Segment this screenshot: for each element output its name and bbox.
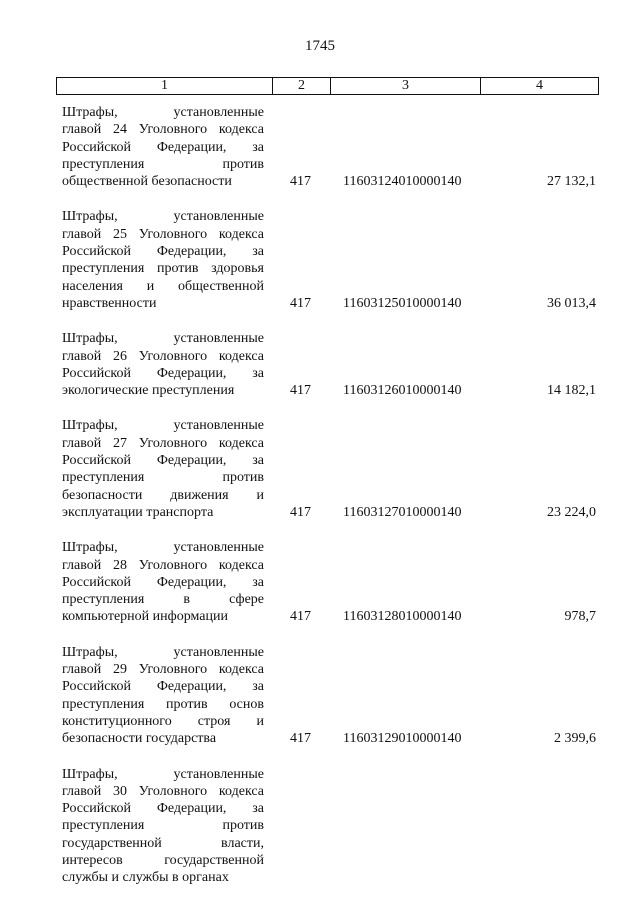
row-description — [62, 104, 264, 190]
admin-code-cell: 417 — [290, 731, 311, 747]
budget-code-cell: 11603125010000140 — [343, 295, 462, 311]
description-line: главой 24 Уголовного кодекса — [62, 122, 264, 138]
table-row — [0, 104, 640, 190]
amount-cell: 14 182,1 — [547, 383, 596, 399]
table-row — [0, 208, 640, 312]
description-line: населения и общественной — [62, 278, 264, 294]
description-line: Штрафы, установленные — [62, 766, 264, 782]
table-row — [0, 330, 640, 399]
description-line: преступления против — [62, 156, 264, 172]
column-header-4: 4 — [481, 78, 599, 95]
amount-cell: 2 399,6 — [554, 731, 596, 747]
description-line: Российской Федерации, за — [62, 244, 264, 260]
description-line: общественной безопасности — [62, 174, 232, 190]
description-line: Штрафы, установленные — [62, 540, 264, 556]
description-line: государственной власти, — [62, 835, 264, 851]
budget-code-cell: 11603126010000140 — [343, 383, 462, 399]
amount-cell: 978,7 — [564, 609, 596, 625]
admin-code-cell: 417 — [290, 609, 311, 625]
description-line: Штрафы, установленные — [62, 418, 264, 434]
description-line: нравственности — [62, 295, 157, 311]
table-row — [0, 539, 640, 625]
description-line: главой 29 Уголовного кодекса — [62, 662, 264, 678]
amount-cell: 23 224,0 — [547, 504, 596, 520]
description-line: эксплуатации транспорта — [62, 504, 214, 520]
column-header-table — [56, 77, 599, 95]
description-line: Российской Федерации, за — [62, 574, 264, 590]
row-description — [62, 539, 264, 625]
admin-code-cell: 417 — [290, 504, 311, 520]
description-line: Российской Федерации, за — [62, 139, 264, 155]
description-line: преступления против основ — [62, 696, 264, 712]
table-body — [0, 104, 640, 905]
table-row — [0, 644, 640, 748]
table-row — [0, 766, 640, 887]
row-description — [62, 417, 264, 521]
description-line: преступления против — [62, 470, 264, 486]
description-line: безопасности государства — [62, 731, 217, 747]
description-line: главой 25 Уголовного кодекса — [62, 226, 264, 242]
budget-code-cell: 11603128010000140 — [343, 609, 462, 625]
table-row — [0, 417, 640, 521]
amount-cell: 27 132,1 — [547, 174, 596, 190]
description-line: безопасности движения и — [62, 487, 264, 503]
budget-code-cell: 11603127010000140 — [343, 504, 462, 520]
row-description — [62, 766, 264, 887]
description-line: главой 26 Уголовного кодекса — [62, 348, 264, 364]
description-line: преступления против — [62, 818, 264, 834]
description-line: Штрафы, установленные — [62, 644, 264, 660]
description-line: Российской Федерации, за — [62, 365, 264, 381]
description-line: Российской Федерации, за — [62, 679, 264, 695]
description-line: компьютерной информации — [62, 609, 228, 625]
description-line: службы и службы в органах — [62, 870, 229, 886]
description-line: экологические преступления — [62, 383, 235, 399]
description-line: интересов государственной — [62, 852, 264, 868]
description-line: Штрафы, установленные — [62, 105, 264, 120]
admin-code-cell: 417 — [290, 383, 311, 399]
row-description — [62, 644, 264, 748]
budget-code-cell: 11603124010000140 — [343, 174, 462, 190]
row-description — [62, 208, 264, 312]
admin-code-cell: 417 — [290, 295, 311, 311]
description-line: Российской Федерации, за — [62, 453, 264, 469]
column-header-1: 1 — [57, 78, 273, 95]
description-line: главой 28 Уголовного кодекса — [62, 557, 264, 573]
column-header-3: 3 — [331, 78, 481, 95]
budget-code-cell: 11603129010000140 — [343, 731, 462, 747]
amount-cell: 36 013,4 — [547, 295, 596, 311]
description-line: Штрафы, установленные — [62, 209, 264, 225]
description-line: преступления в сфере — [62, 592, 264, 608]
description-line: главой 27 Уголовного кодекса — [62, 435, 264, 451]
description-line: главой 30 Уголовного кодекса — [62, 783, 264, 799]
page-number: 1745 — [305, 38, 335, 54]
description-line: конституционного строя и — [62, 713, 264, 729]
column-header-row — [57, 78, 599, 95]
column-header-2: 2 — [273, 78, 331, 95]
row-description — [62, 330, 264, 399]
description-line: преступления против здоровья — [62, 261, 264, 277]
admin-code-cell: 417 — [290, 174, 311, 190]
description-line: Штрафы, установленные — [62, 331, 264, 347]
description-line: Российской Федерации, за — [62, 801, 264, 817]
